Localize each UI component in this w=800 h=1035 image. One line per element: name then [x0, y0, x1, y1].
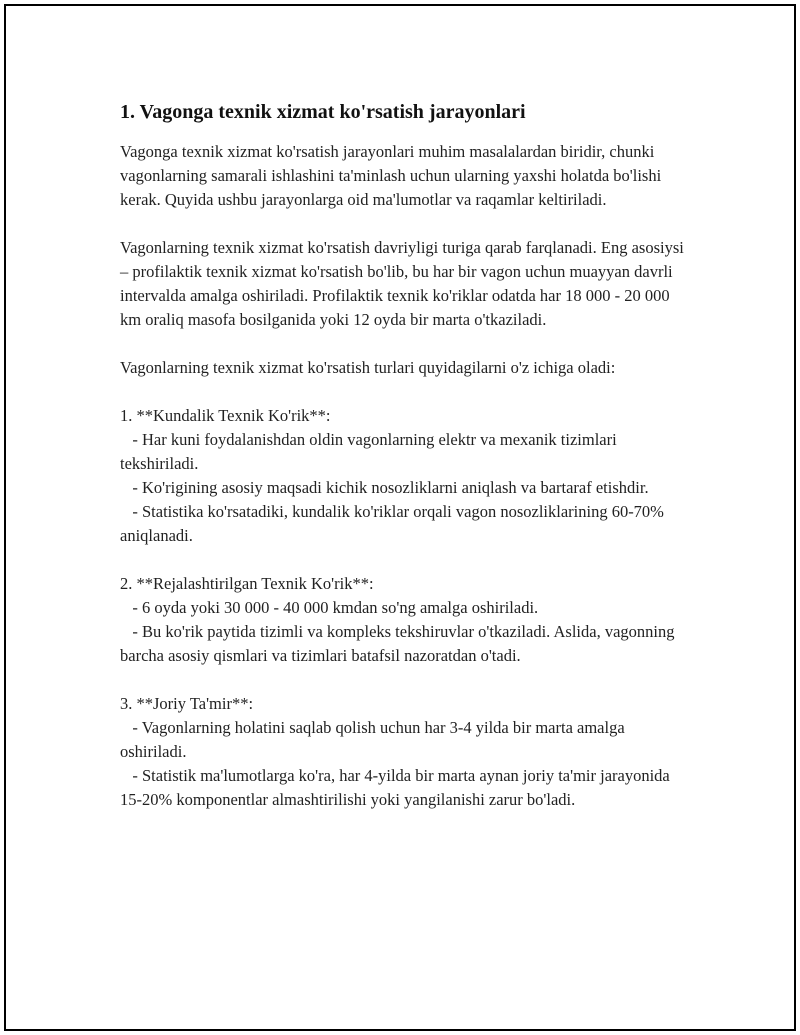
bullet-item: - Ko'rigining asosiy maqsadi kichik nosozliklarni aniqlash va bartaraf etishdir. — [120, 478, 649, 497]
bullet-item: - Vagonlarning holatini saqlab qolish uchun har 3-4 yilda bir marta amalga oshiriladi. — [120, 718, 629, 761]
bullet-item: - 6 oyda yoki 30 000 - 40 000 kmdan so'ng amalga oshiriladi. — [120, 598, 539, 617]
page-frame — [4, 4, 796, 1031]
intro-paragraph: Vagonga texnik xizmat ko'rsatish jarayonlari muhim masalalardan biridir, chunki vagonlarning samarali ishlashini ta'minlash uchun ularning yaxshi holatda bo'lishi kerak. Quyida ushbu jarayonlarga oid ma'lumotlar va raqamlar keltiriladi. — [120, 142, 662, 209]
list-heading: 1. **Kundalik Texnik Ko'rik**: — [120, 406, 331, 425]
list-item-daily-inspection — [120, 404, 692, 548]
periodicity-paragraph: Vagonlarning texnik xizmat ko'rsatish davriyligi turiga qarab farqlanadi. Eng asosiysi – profilaktik texnik xizmat ko'rsatish bo'lib, bu har bir vagon uchun muayyan davrli intervalda amalga oshiriladi. Profilaktik texnik ko'riklar odatda har 18 000 - 20 000 km oraliq masofa bosilganida yoki 12 oyda bir marta o'tkaziladi. — [120, 238, 684, 329]
list-item-planned-inspection — [120, 572, 692, 668]
list-heading: 3. **Joriy Ta'mir**: — [120, 694, 254, 713]
page-title: 1. Vagonga texnik xizmat ko'rsatish jarayonlari — [120, 101, 526, 123]
list-heading: 2. **Rejalashtirilgan Texnik Ko'rik**: — [120, 574, 374, 593]
bullet-item: - Statistika ko'rsatadiki, kundalik ko'riklar orqali vagon nosozliklarining 60-70% aniqlanadi. — [120, 502, 669, 545]
bullet-item: - Bu ko'rik paytida tizimli va kompleks tekshiruvlar o'tkaziladi. Aslida, vagonning barcha asosiy qismlari va tizimlari batafsil nazoratdan o'tadi. — [120, 622, 679, 665]
bullet-item: - Har kuni foydalanishdan oldin vagonlarning elektr va mexanik tizimlari tekshiriladi. — [120, 430, 621, 473]
types-intro-paragraph: Vagonlarning texnik xizmat ko'rsatish turlari quyidagilarni o'z ichiga oladi: — [120, 358, 616, 377]
list-item-current-repair — [120, 692, 692, 812]
document-body — [120, 98, 692, 836]
bullet-item: - Statistik ma'lumotlarga ko'ra, har 4-yilda bir marta aynan joriy ta'mir jarayonida 15-20% komponentlar almashtirilishi yoki yangilanishi zarur bo'ladi. — [120, 766, 674, 809]
